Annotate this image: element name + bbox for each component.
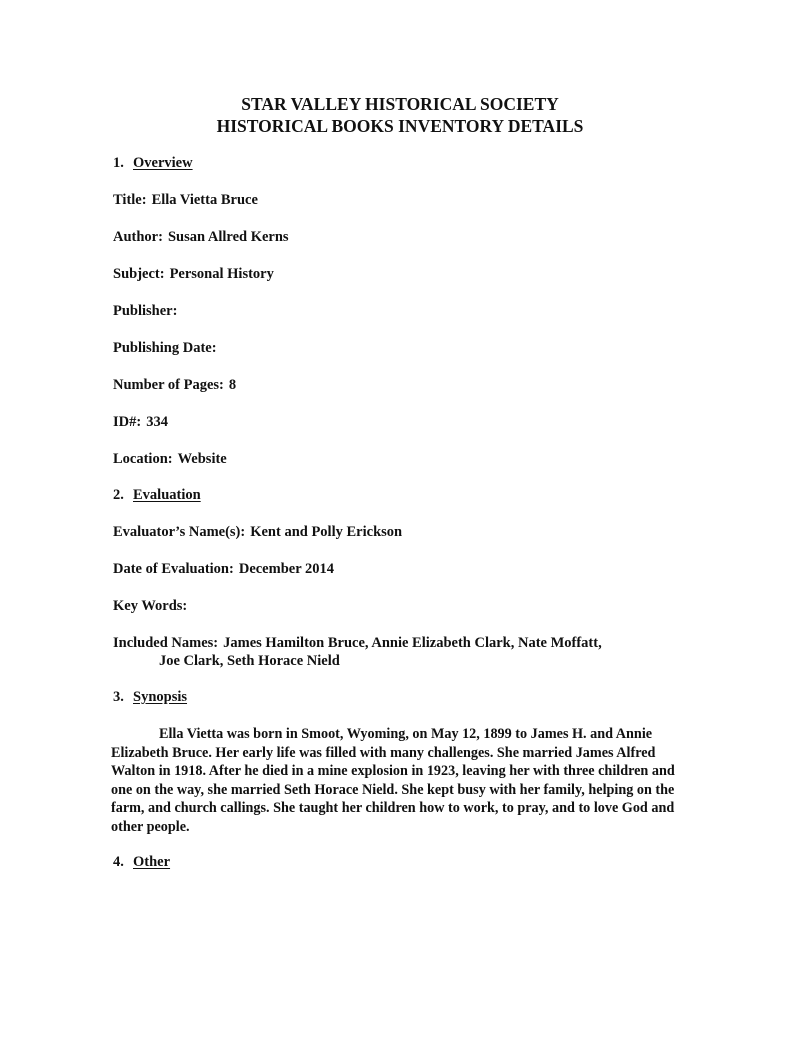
inventory-heading: HISTORICAL BOOKS INVENTORY DETAILS [216, 116, 584, 136]
evaluation-date-field [113, 560, 334, 578]
section-number: 4. [113, 854, 124, 870]
section-other-heading [113, 853, 170, 871]
field-value: December 2014 [238, 561, 334, 577]
section-title: Evaluation [133, 487, 201, 503]
field-value: Ella Vietta Bruce [151, 192, 258, 208]
field-label: Number of Pages: [113, 377, 224, 393]
publisher-field [113, 302, 182, 320]
field-value: Personal History [169, 266, 274, 282]
included-names-field [113, 634, 602, 652]
subject-field [113, 265, 274, 283]
field-label: Author: [113, 229, 163, 245]
field-label: Subject: [113, 266, 165, 282]
section-synopsis-heading [113, 688, 187, 706]
field-label: Key Words: [113, 598, 188, 614]
author-field [113, 228, 289, 246]
field-value: Kent and Polly Erickson [250, 524, 403, 540]
field-value: Website [177, 451, 227, 467]
id-field [113, 413, 168, 431]
evaluators-field [113, 523, 402, 541]
included-names-continuation: Joe Clark, Seth Horace Nield [159, 653, 340, 669]
field-label: Included Names: [113, 635, 219, 651]
field-value: 334 [146, 414, 168, 430]
pages-field [113, 376, 236, 394]
field-value: Susan Allred Kerns [167, 229, 289, 245]
section-number: 2. [113, 487, 124, 503]
publishing-date-field [113, 339, 222, 357]
title-field [113, 191, 258, 209]
section-title: Other [133, 854, 171, 870]
field-label: Date of Evaluation: [113, 561, 234, 577]
section-title: Overview [133, 155, 193, 171]
location-field [113, 450, 227, 468]
field-value: James Hamilton Bruce, Annie Elizabeth Clark, Nate Moffatt, [223, 635, 602, 651]
field-label: Publishing Date: [113, 340, 217, 356]
section-number: 3. [113, 689, 124, 705]
society-heading: STAR VALLEY HISTORICAL SOCIETY [241, 94, 559, 114]
field-label: Publisher: [113, 303, 178, 319]
section-number: 1. [113, 155, 124, 171]
section-title: Synopsis [133, 689, 188, 705]
section-evaluation-heading [113, 486, 201, 504]
key-words-field [113, 597, 192, 615]
field-label: Location: [113, 451, 173, 467]
section-overview-heading [113, 154, 193, 172]
synopsis-paragraph: Ella Vietta was born in Smoot, Wyoming, on May 12, 1899 to James H. and Annie Elizabeth Bruce. Her early life was filled with many challenges. She married James Alfred Walton in 1918. After he died in a mine explosion in 1923, leaving her with three children and one on the way, she married Seth Horace Nield. She kept busy with her family, helping on the farm, and church callings. She taught her children how to work, to pray, and to love God and other people. [111, 726, 675, 835]
field-label: Evaluator’s Name(s): [113, 524, 246, 540]
field-label: Title: [113, 192, 147, 208]
field-value: 8 [228, 377, 237, 393]
field-label: ID#: [113, 414, 142, 430]
